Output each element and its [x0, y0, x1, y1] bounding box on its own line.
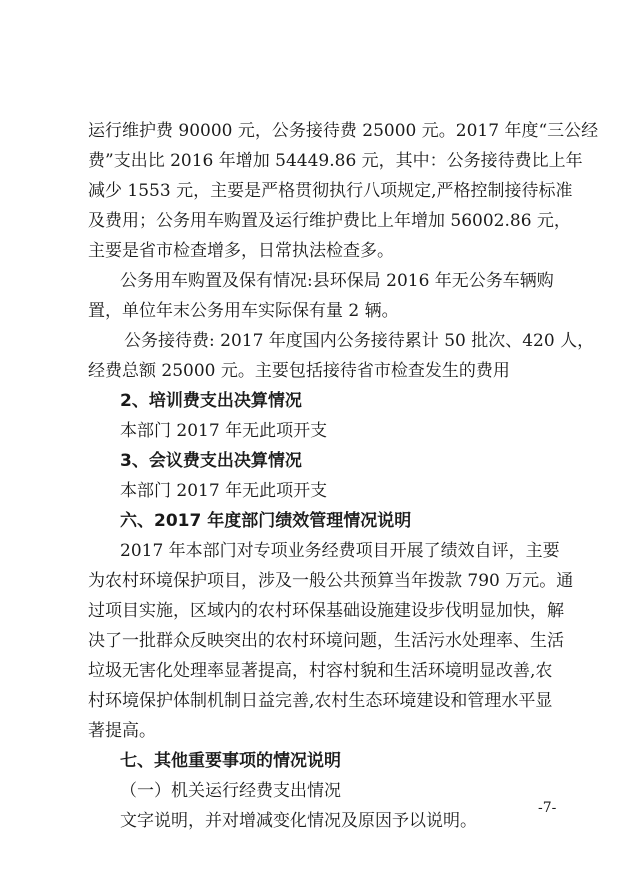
- section7-text: 文字说明，并对增减变化情况及原因予以说明。: [120, 811, 477, 831]
- para1-line: 费”支出比 2016 年增加 54449.86 元，其中：公务接待费比上年: [88, 151, 583, 171]
- section6-line: 决了一批群众反映突出的农村环境问题，生活污水处理率、生活: [88, 631, 564, 651]
- para1-line: 运行维护费 90000 元，公务接待费 25000 元。2017 年度“三公经: [88, 121, 599, 141]
- para1-line: 及费用；公务用车购置及运行维护费比上年增加 56002.86 元，: [88, 211, 571, 231]
- para1-line: 主要是省市检查增多，日常执法检查多。: [88, 241, 394, 261]
- section7-sub-heading: （一）机关运行经费支出情况: [120, 781, 341, 801]
- section6-line: 村环境保护体制机制日益完善,农村生态环境建设和管理水平显: [88, 691, 553, 711]
- section6-heading: 六、2017 年度部门绩效管理情况说明: [120, 511, 412, 531]
- para3-line: 公务接待费: 2017 年度国内公务接待累计 50 批次、420 人，: [124, 331, 595, 351]
- section3-heading: 3、会议费支出决算情况: [120, 451, 302, 471]
- section6-line: 垃圾无害化处理率显著提高，村容村貌和生活环境明显改善,农: [88, 661, 553, 681]
- section6-line: 为农村环境保护项目，涉及一般公共预算当年拨款 790 万元。通: [88, 571, 574, 591]
- page-number: -7-: [538, 800, 557, 816]
- para2-line: 置，单位年末公务用车实际保有量 2 辆。: [88, 301, 399, 321]
- section6-line: 著提高。: [88, 721, 156, 741]
- section7-heading: 七、其他重要事项的情况说明: [120, 751, 341, 771]
- section6-line: 过项目实施，区域内的农村环保基础设施建设步伐明显加快，解: [88, 601, 564, 621]
- section2-heading: 2、培训费支出决算情况: [120, 391, 302, 411]
- section3-text: 本部门 2017 年无此项开支: [120, 481, 328, 501]
- section2-text: 本部门 2017 年无此项开支: [120, 421, 328, 441]
- para1-line: 减少 1553 元，主要是严格贯彻执行八项规定,严格控制接待标准: [88, 181, 573, 201]
- para3-line: 经费总额 25000 元。主要包括接待省市检查发生的费用: [88, 361, 510, 381]
- section6-line: 2017 年本部门对专项业务经费项目开展了绩效自评，主要: [120, 541, 560, 561]
- para2-line: 公务用车购置及保有情况:县环保局 2016 年无公务车辆购: [120, 271, 554, 291]
